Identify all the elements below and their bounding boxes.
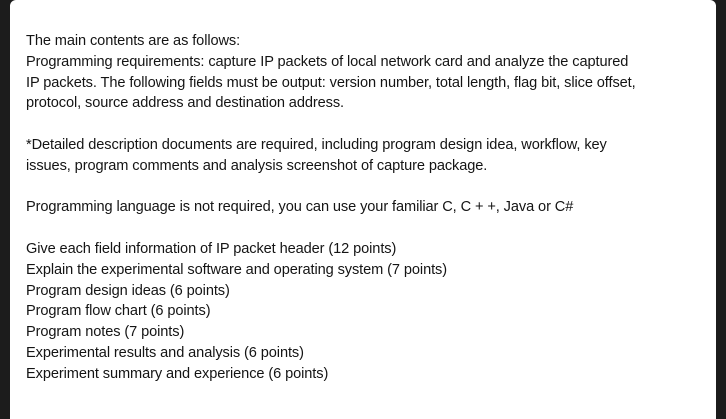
grading-item: Experimental results and analysis (6 points): [26, 344, 304, 361]
requirements-line-1: Programming requirements: capture IP packets of local network card and analyze the captured: [26, 53, 629, 70]
grading-item: Program design ideas (6 points): [26, 282, 230, 299]
description-line-1: *Detailed description documents are required, including program design idea, workflow, key: [26, 136, 607, 153]
document-text: [26, 31, 712, 385]
grading-item: Give each field information of IP packet header (12 points): [26, 240, 397, 257]
requirements-line-3: protocol, source address and destination address.: [26, 95, 344, 112]
grading-item: Explain the experimental software and operating system (7 points): [26, 261, 447, 278]
requirements-line-2: IP packets. The following fields must be output: version number, total length, flag bit, slice offset,: [26, 74, 636, 91]
paragraph-gap: [26, 114, 712, 135]
language-line: Programming language is not required, you can use your familiar C, C + +, Java or C#: [26, 199, 574, 216]
paragraph-gap: [26, 177, 712, 198]
description-line-2: issues, program comments and analysis screenshot of capture package.: [26, 157, 488, 174]
grading-item: Program notes (7 points): [26, 324, 185, 341]
paragraph-gap: [26, 218, 712, 239]
intro-heading: The main contents are as follows:: [26, 33, 241, 49]
document-page: [10, 0, 716, 419]
grading-item: Experiment summary and experience (6 points): [26, 365, 329, 382]
grading-item: Program flow chart (6 points): [26, 303, 211, 320]
